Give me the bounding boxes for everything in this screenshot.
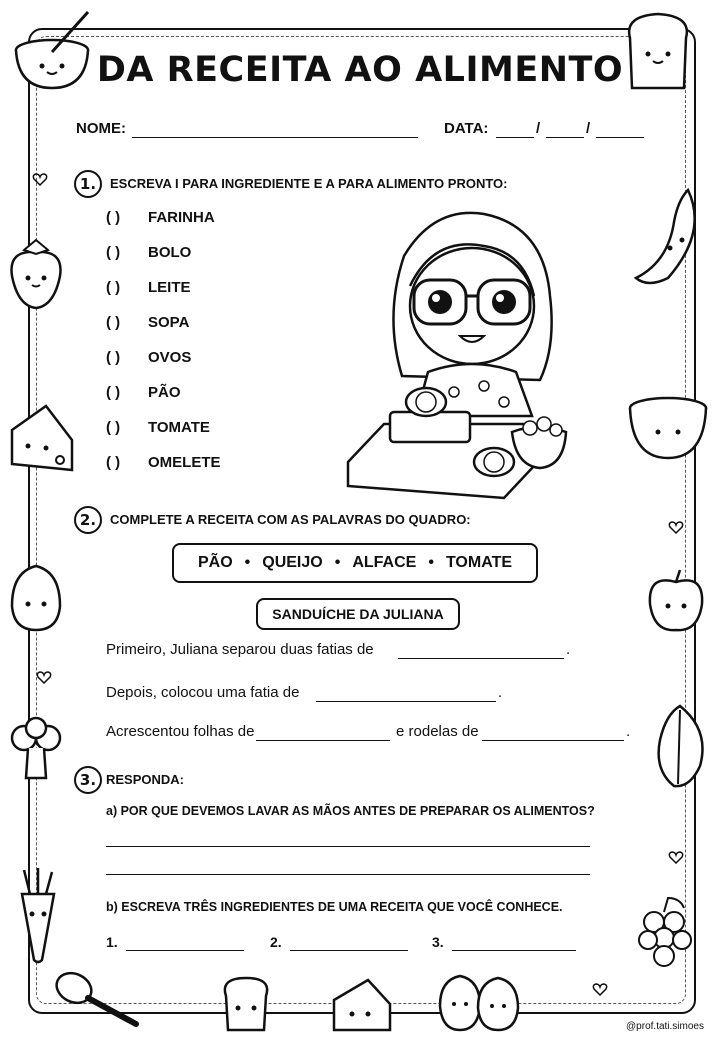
name-label: NOME: <box>76 120 126 137</box>
list-item[interactable] <box>106 454 221 471</box>
recipe-title: SANDUÍCHE DA JULIANA <box>256 598 460 630</box>
answer-parentheses[interactable]: ( ) <box>106 454 121 471</box>
list-item[interactable] <box>106 384 181 401</box>
bullet-separator: • <box>428 554 434 571</box>
question-3-prompt: RESPONDA: <box>106 772 185 787</box>
answer-parentheses[interactable]: ( ) <box>106 279 121 296</box>
date-separator: / <box>536 120 541 137</box>
answer-parentheses[interactable]: ( ) <box>106 244 121 261</box>
question-3a: a) POR QUE DEVEMOS LAVAR AS MÃOS ANTES DE PREPARAR OS ALIMENTOS? <box>106 804 595 818</box>
answer-blank[interactable] <box>452 950 576 951</box>
answer-parentheses[interactable]: ( ) <box>106 384 121 401</box>
answer-parentheses[interactable]: ( ) <box>106 419 121 436</box>
answer-number: 1. <box>106 934 118 950</box>
apple-icon <box>644 566 708 636</box>
item-label: PÃO <box>148 384 181 401</box>
cheese-icon <box>6 400 76 476</box>
sentence-end: . <box>566 641 571 658</box>
list-item[interactable] <box>106 419 210 436</box>
answer-parentheses[interactable]: ( ) <box>106 349 121 366</box>
bullet-separator: • <box>244 554 251 571</box>
item-label: SOPA <box>148 314 190 331</box>
recipe-sentence-3: Acrescentou folhas de <box>106 723 255 740</box>
heart-icon <box>592 982 608 996</box>
spoon-icon <box>52 966 142 1032</box>
answer-parentheses[interactable]: ( ) <box>106 209 121 226</box>
item-label: LEITE <box>148 279 191 296</box>
date-label: DATA: <box>444 120 489 137</box>
egg-icon <box>8 562 64 634</box>
answer-blank[interactable] <box>126 950 244 951</box>
heart-icon <box>32 172 48 186</box>
question-2-prompt: COMPLETE A RECEITA COM AS PALAVRAS DO QUADRO: <box>110 512 471 527</box>
answer-blank[interactable] <box>290 950 408 951</box>
girl-cooking-illustration <box>344 196 580 500</box>
recipe-sentence-1: Primeiro, Juliana separou duas fatias de <box>106 641 374 658</box>
word-bank-item: QUEIJO <box>262 554 323 571</box>
answer-number: 3. <box>432 934 444 950</box>
answer-blank[interactable] <box>316 701 496 702</box>
question-number: 2. <box>74 506 102 534</box>
strawberry-icon <box>6 236 66 312</box>
item-label: FARINHA <box>148 209 215 226</box>
list-item[interactable] <box>106 279 191 296</box>
name-field[interactable] <box>132 137 418 138</box>
list-item[interactable] <box>106 209 215 226</box>
word-bank-item: PÃO <box>197 554 233 571</box>
date-month-field[interactable] <box>546 137 584 138</box>
date-separator: / <box>586 120 591 137</box>
word-bank-item: ALFACE <box>352 554 417 571</box>
word-bank-item: TOMATE <box>445 554 513 571</box>
answer-blank[interactable] <box>256 740 390 741</box>
eggs-icon <box>434 972 524 1034</box>
bowl-icon <box>624 392 712 464</box>
spinach-icon <box>650 700 712 792</box>
answer-blank[interactable] <box>482 740 624 741</box>
word-bank <box>172 543 538 583</box>
answer-blank[interactable] <box>398 658 564 659</box>
sentence-end: . <box>626 723 631 740</box>
answer-number: 2. <box>270 934 282 950</box>
list-item[interactable] <box>106 244 191 261</box>
heart-icon <box>668 850 684 864</box>
heart-icon <box>36 670 52 684</box>
question-3b: b) ESCREVA TRÊS INGREDIENTES DE UMA RECEITA QUE VOCÊ CONHECE. <box>106 900 563 914</box>
broccoli-icon <box>4 716 68 782</box>
question-number: 1. <box>74 170 102 198</box>
answer-line[interactable] <box>106 846 590 847</box>
date-day-field[interactable] <box>496 137 534 138</box>
carrot-icon <box>8 864 68 964</box>
recipe-sentence-3b: e rodelas de <box>396 723 479 740</box>
item-label: BOLO <box>148 244 192 261</box>
cheese-small-icon <box>330 976 394 1034</box>
heart-icon <box>668 520 684 534</box>
list-item[interactable] <box>106 314 189 331</box>
question-number: 3. <box>74 766 102 794</box>
bullet-separator: • <box>334 554 341 571</box>
question-1-prompt: ESCREVA I PARA INGREDIENTE E A PARA ALIMENTO PRONTO: <box>110 176 508 191</box>
page-title: DA RECEITA AO ALIMENTO <box>96 50 624 90</box>
author-credit: @prof.tati.simoes <box>626 1021 704 1032</box>
grapes-icon <box>634 894 700 976</box>
list-item[interactable] <box>106 349 191 366</box>
recipe-sentence-2: Depois, colocou uma fatia de <box>106 684 300 701</box>
item-label: TOMATE <box>148 419 210 436</box>
banana-icon <box>628 182 708 290</box>
answer-line[interactable] <box>106 874 590 875</box>
date-year-field[interactable] <box>596 137 644 138</box>
item-label: OVOS <box>148 349 192 366</box>
toast-small-icon <box>218 974 274 1034</box>
sentence-end: . <box>498 684 503 701</box>
item-label: OMELETE <box>148 454 221 471</box>
answer-parentheses[interactable]: ( ) <box>106 314 121 331</box>
